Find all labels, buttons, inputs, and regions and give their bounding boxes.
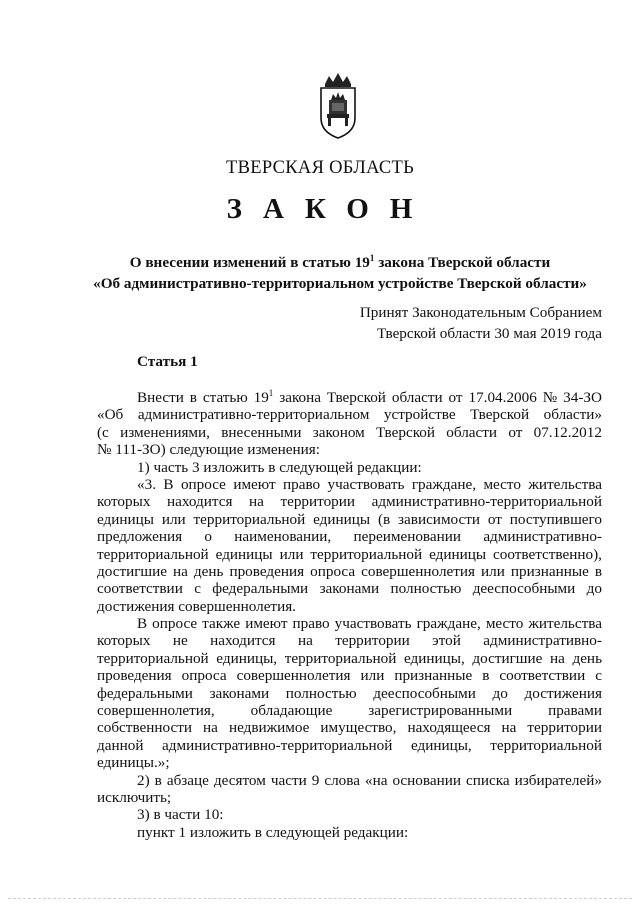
body-line	[97, 754, 602, 771]
body-word: или	[161, 510, 186, 528]
body-word: или	[481, 562, 505, 580]
body-word: основании	[392, 771, 461, 789]
body-word: признанные	[394, 667, 473, 685]
body-word: опросе	[152, 615, 198, 633]
body-word: территории	[335, 632, 410, 650]
body-word: административно-территориальной	[162, 736, 393, 754]
body-word: место	[485, 615, 524, 633]
body-word: в	[154, 771, 162, 789]
body-word: день	[193, 562, 224, 580]
body-word: территориальной	[97, 649, 209, 667]
body-line	[97, 772, 602, 789]
body-word: о	[204, 528, 212, 546]
body-word: «Об	[97, 406, 124, 424]
body-word: до	[492, 684, 508, 702]
body-word: №	[97, 441, 112, 459]
body-word: части	[270, 771, 307, 789]
body-word: административно-	[483, 632, 602, 650]
body-word: участвовать	[327, 475, 405, 493]
body-line	[97, 493, 602, 510]
body-word: $19^1$	[253, 388, 274, 406]
body-word: №	[542, 389, 558, 406]
body-word: имеют	[233, 475, 276, 493]
body-word: от	[448, 389, 463, 406]
body-word: 3	[191, 458, 200, 476]
body-word: 111-ЗО)	[115, 441, 166, 459]
adoption-note	[360, 302, 602, 344]
body-word: или	[279, 545, 304, 563]
body-word: дееспособными	[373, 684, 476, 702]
body-word: проведения	[229, 562, 305, 580]
body-line	[97, 459, 602, 476]
body-word: не	[172, 632, 188, 650]
body-word: опросе	[180, 475, 226, 493]
body-word: совершеннолетия,	[97, 702, 215, 720]
body-word: право	[282, 475, 321, 493]
body-word: имеют	[245, 615, 288, 633]
body-word: Тверской	[326, 389, 386, 406]
subject-line-1: О внесении изменений в статью $19^1$ закона Тверской области	[129, 253, 551, 271]
body-word: наименовании,	[234, 528, 332, 546]
body-line	[97, 615, 602, 632]
body-word: находится	[167, 493, 233, 511]
body-word: которых	[97, 493, 151, 511]
article-heading: Статья 1	[137, 353, 198, 370]
body-word: предложения	[97, 528, 183, 546]
body-word: 34-ЗО	[563, 389, 602, 406]
tver-coat-of-arms-icon	[317, 70, 359, 140]
body-word: территориальной	[284, 649, 397, 667]
body-word: федеральными	[212, 580, 309, 598]
body-word: списка	[465, 771, 510, 789]
body-word: единицы	[97, 510, 154, 528]
region-name: ТВЕРСКАЯ ОБЛАСТЬ	[225, 158, 415, 178]
body-word: в	[153, 806, 161, 824]
body-word: части	[164, 806, 201, 824]
body-word: слова	[324, 771, 360, 789]
body-word: статью	[202, 389, 248, 406]
article-body	[97, 389, 602, 841]
body-word: на	[501, 719, 517, 737]
body-word: единицы	[215, 545, 273, 563]
body-word: административно-территориальном	[137, 406, 370, 424]
body-word: поступившего	[509, 510, 602, 528]
body-word: единицы	[429, 545, 487, 563]
body-word: «на	[364, 771, 388, 789]
body-word: совершеннолетия	[236, 667, 351, 685]
body-word: полностью	[390, 580, 462, 598]
body-word: достижения	[524, 684, 602, 702]
adoption-line-2: Тверской области 30 мая 2019 года	[376, 325, 602, 342]
body-word: от	[508, 423, 523, 441]
body-word: или	[360, 667, 385, 685]
body-line	[97, 424, 602, 441]
body-word: до	[586, 580, 602, 598]
body-word: 10:	[204, 806, 224, 824]
body-word: собственности	[97, 719, 192, 737]
body-word: территории	[527, 719, 602, 737]
body-word: опроса	[310, 562, 356, 580]
body-word: Тверской	[376, 423, 436, 441]
body-word: абзаце	[166, 771, 209, 789]
page-bottom-rule	[8, 898, 632, 899]
body-word: 2)	[137, 771, 150, 789]
body-word: единицы,	[410, 736, 472, 754]
body-word: достижения	[97, 597, 175, 615]
body-line	[97, 824, 602, 841]
body-word: избирателей»	[514, 771, 602, 789]
body-line	[97, 406, 602, 423]
body-word: в	[268, 458, 276, 476]
body-word: единицы,	[216, 649, 278, 667]
body-word: этой	[432, 632, 461, 650]
law-subject	[40, 252, 640, 294]
body-word: на	[203, 719, 218, 737]
body-word: проведения	[97, 667, 172, 685]
body-word: законами	[319, 580, 380, 598]
body-line	[97, 476, 602, 493]
body-word: Внести	[137, 389, 184, 406]
body-word: редакции:	[357, 458, 422, 476]
body-word: участвовать	[334, 615, 412, 633]
body-word: территориальной	[490, 736, 602, 754]
body-line	[97, 563, 602, 580]
body-word: административно-территориальной	[371, 493, 602, 511]
body-line	[97, 737, 602, 754]
body-word: совершеннолетия	[361, 562, 476, 580]
body-word: 3)	[137, 806, 150, 824]
body-word: закона	[279, 389, 322, 406]
body-word: 17.04.2006	[468, 389, 537, 406]
body-word: достигшие	[472, 649, 543, 667]
body-line	[97, 546, 602, 563]
body-word: на	[249, 493, 264, 511]
body-word: следующие	[169, 441, 244, 459]
body-line	[97, 389, 602, 406]
body-word: переименовании	[353, 528, 462, 546]
body-word: (с	[97, 423, 109, 441]
body-word: день	[572, 649, 602, 667]
adoption-line-1: Принят Законодательным Собранием	[359, 304, 602, 321]
body-word: устройстве	[383, 406, 456, 424]
body-word: в	[254, 823, 262, 841]
body-line	[97, 511, 602, 528]
body-word: «3.	[137, 475, 156, 493]
body-word: часть	[153, 458, 189, 476]
body-word: единицы,	[403, 649, 465, 667]
body-word: признанные	[510, 562, 589, 580]
body-word: соответствии	[97, 580, 183, 598]
body-word: изменения:	[247, 441, 320, 459]
body-word: граждане,	[411, 475, 477, 493]
body-word: десятом	[213, 771, 266, 789]
law-title: ЗАКОН	[226, 193, 434, 225]
body-line	[97, 632, 602, 649]
body-word: области	[391, 389, 443, 406]
body-word: жительства	[528, 615, 602, 633]
body-word: недвижимое	[228, 719, 310, 737]
body-word: место	[483, 475, 521, 493]
body-word: административно-	[483, 528, 602, 546]
body-word: 9	[311, 771, 320, 789]
body-word: соответственно),	[493, 545, 602, 563]
body-word: единицы.»;	[97, 754, 170, 772]
body-word: территории	[280, 493, 356, 511]
body-word: исключить;	[97, 788, 172, 806]
body-word: в	[482, 667, 490, 685]
body-word: находится	[210, 632, 276, 650]
body-word: которых	[97, 632, 151, 650]
body-word: области	[446, 423, 498, 441]
body-word: полностью	[285, 684, 357, 702]
body-word: 1	[178, 823, 187, 841]
body-word: внесенными	[221, 423, 302, 441]
body-word: зарегистрированными	[368, 702, 513, 720]
body-word: изложить	[203, 458, 265, 476]
body-word: совершеннолетия.	[178, 597, 296, 615]
body-word: В	[137, 615, 148, 633]
body-word: 1)	[137, 458, 150, 476]
body-line	[97, 719, 602, 736]
body-word: Тверской	[470, 406, 530, 424]
body-word: правами	[548, 702, 602, 720]
body-word: жительства	[528, 475, 602, 493]
body-word: на	[549, 649, 565, 667]
body-word: зависимости	[398, 510, 481, 528]
body-word: право	[292, 615, 330, 633]
body-word: следующей	[265, 823, 340, 841]
body-word: пункт	[137, 823, 175, 841]
body-word: законом	[312, 423, 365, 441]
body-line	[97, 598, 602, 615]
body-word: области»	[543, 406, 602, 424]
body-word: от	[487, 510, 502, 528]
body-word: территориальной	[97, 545, 209, 563]
body-line	[97, 580, 602, 597]
body-word: достигшие	[97, 562, 167, 580]
body-line	[97, 702, 602, 719]
body-word: федеральными	[97, 684, 193, 702]
body-word: редакции:	[343, 823, 409, 841]
body-word: изменениями,	[120, 423, 210, 441]
body-word: дееспособными	[472, 580, 576, 598]
body-word: обладающие	[250, 702, 333, 720]
body-word: с	[595, 667, 602, 685]
body-word: также	[202, 615, 241, 633]
body-word: следующей	[279, 458, 354, 476]
body-line	[97, 806, 602, 823]
body-word: соответствии	[499, 667, 586, 685]
body-word: территориальной	[310, 545, 423, 563]
body-word: с	[194, 580, 201, 598]
body-word: граждане,	[416, 615, 481, 633]
body-word: изложить	[189, 823, 251, 841]
body-line	[97, 441, 602, 458]
body-word: в	[189, 389, 197, 406]
body-word: опроса	[181, 667, 227, 685]
body-word: на	[297, 632, 313, 650]
body-word: (в	[377, 510, 391, 528]
body-word: в	[594, 562, 602, 580]
body-word: имущество,	[320, 719, 397, 737]
body-word: данной	[97, 736, 144, 754]
body-word: 07.12.2012	[533, 423, 602, 441]
body-word: на	[173, 562, 188, 580]
body-word: законами	[209, 684, 270, 702]
subject-line-2: «Об административно-территориальном устройстве Тверской области»	[93, 275, 587, 292]
body-word: единицы	[313, 510, 371, 528]
body-line	[97, 685, 602, 702]
body-line	[97, 667, 602, 684]
body-line	[97, 650, 602, 667]
body-word: территориальной	[193, 510, 306, 528]
body-word: находящееся	[407, 719, 491, 737]
body-word: В	[163, 475, 174, 493]
body-line	[97, 528, 602, 545]
body-line	[97, 789, 602, 806]
